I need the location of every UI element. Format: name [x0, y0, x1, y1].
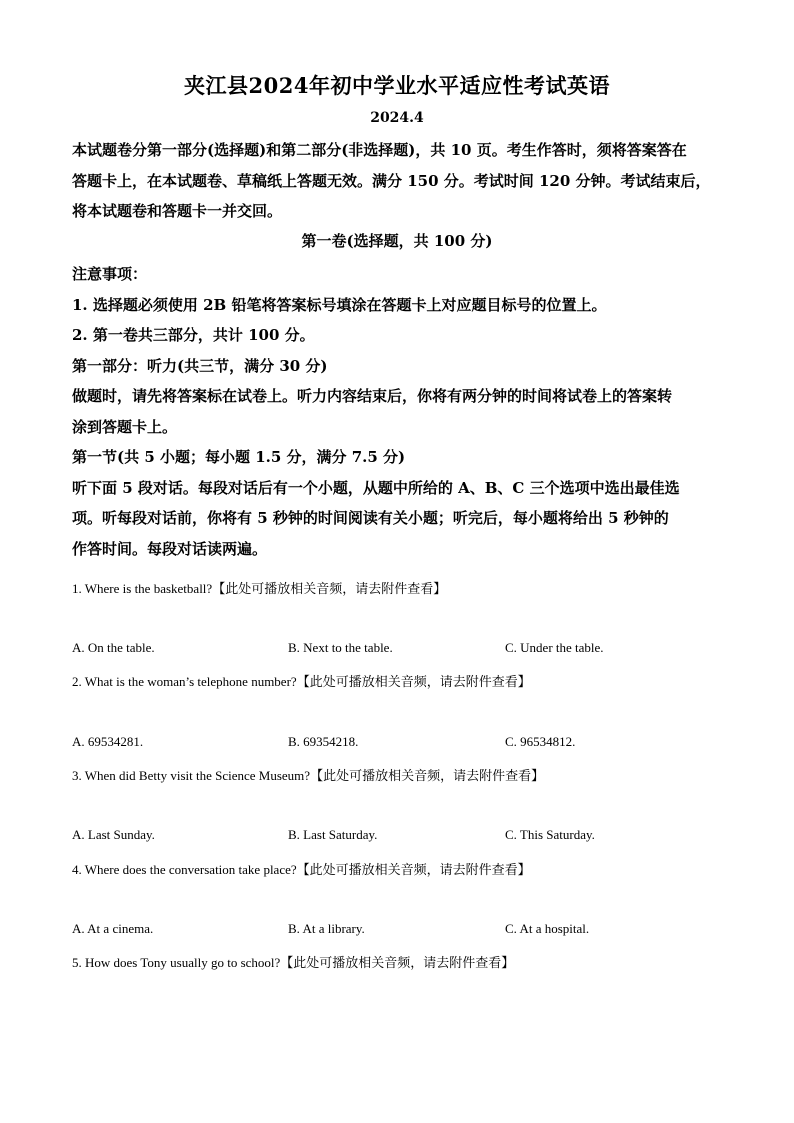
option-a: A. 69534281.: [72, 734, 144, 749]
part1-heading: 第一部分：听力(共三节，满分 30 分): [72, 356, 328, 375]
section1-heading: 第一节(共 5 小题；每小题 1.5 分，满分 7.5 分): [72, 448, 406, 466]
option-a: A. Last Sunday.: [72, 827, 155, 842]
question-text: 5. How does Tony usually go to school?: [72, 955, 281, 970]
option-b: B. At a library.: [288, 921, 365, 936]
question-5: [72, 952, 732, 971]
audio-note: 【此处可播放相关音频，请去附件查看】: [280, 956, 515, 971]
section1-instruction: 作答时间。每段对话读两遍。: [72, 539, 268, 558]
option-c: C. 96534812.: [505, 734, 576, 749]
instructions-block: [72, 259, 722, 564]
exam-intro: [72, 135, 722, 227]
question-3: [72, 765, 732, 784]
notes-item: 1. 选择题必须使用 2B 铅笔将答案标号填涂在答题卡上对应题目标号的位置上。: [72, 295, 607, 314]
exam-date: 2024.4: [370, 110, 424, 126]
option-c: C. At a hospital.: [505, 921, 590, 936]
intro-line: 将本试题卷和答题卡一并交回。: [72, 202, 283, 220]
question-text: 2. What is the woman’s telephone number?: [72, 674, 297, 689]
option-b: B. 69354218.: [288, 734, 359, 749]
intro-line: 本试题卷分第一部分(选择题)和第二部分(非选择题)，共 10 页。考生作答时，须将答案答在: [72, 141, 687, 159]
question-1: [72, 578, 732, 597]
question-text: 3. When did Betty visit the Science Museum?: [72, 768, 311, 783]
section1-instruction: 听下面 5 段对话。每段对话后有一个小题，从题中所给的 A、B、C 三个选项中选出最佳选: [72, 478, 680, 497]
part1-instruction: 做题时，请先将答案标在试卷上。听力内容结束后，你将有两分钟的时间将试卷上的答案转: [72, 387, 673, 405]
option-a: A. At a cinema.: [72, 921, 154, 936]
notes-item: 2. 第一卷共三部分，共计 100 分。: [72, 326, 315, 344]
option-c: C. Under the table.: [505, 640, 604, 655]
question-text: 1. Where is the basketball?: [72, 581, 213, 596]
section1-instruction: 项。听每段对话前，你将有 5 秒钟的时间阅读有关小题；听完后，每小题将给出 5 秒钟的: [72, 509, 669, 527]
audio-note: 【此处可播放相关音频，请去附件查看】: [212, 582, 447, 597]
intro-line: 答题卡上，在本试题卷、草稿纸上答题无效。满分 150 分。考试时间 120 分钟。考试结束后，: [72, 171, 711, 190]
notes-heading: 注意事项：: [72, 265, 148, 283]
option-b: B. Next to the table.: [288, 640, 393, 655]
volume-heading: 第一卷(选择题，共 100 分): [301, 232, 493, 250]
part1-instruction: 涂到答题卡上。: [72, 417, 178, 436]
option-b: B. Last Saturday.: [288, 827, 378, 842]
audio-note: 【此处可播放相关音频，请去附件查看】: [296, 863, 531, 878]
question-2: [72, 671, 732, 690]
option-a: A. On the table.: [72, 640, 155, 655]
question-4: [72, 859, 732, 878]
question-text: 4. Where does the conversation take place?: [72, 862, 297, 877]
option-c: C. This Saturday.: [505, 827, 595, 842]
audio-note: 【此处可播放相关音频，请去附件查看】: [296, 675, 531, 690]
exam-title: 夹江县2024年初中学业水平适应性考试英语: [184, 73, 610, 98]
audio-note: 【此处可播放相关音频，请去附件查看】: [310, 769, 545, 784]
